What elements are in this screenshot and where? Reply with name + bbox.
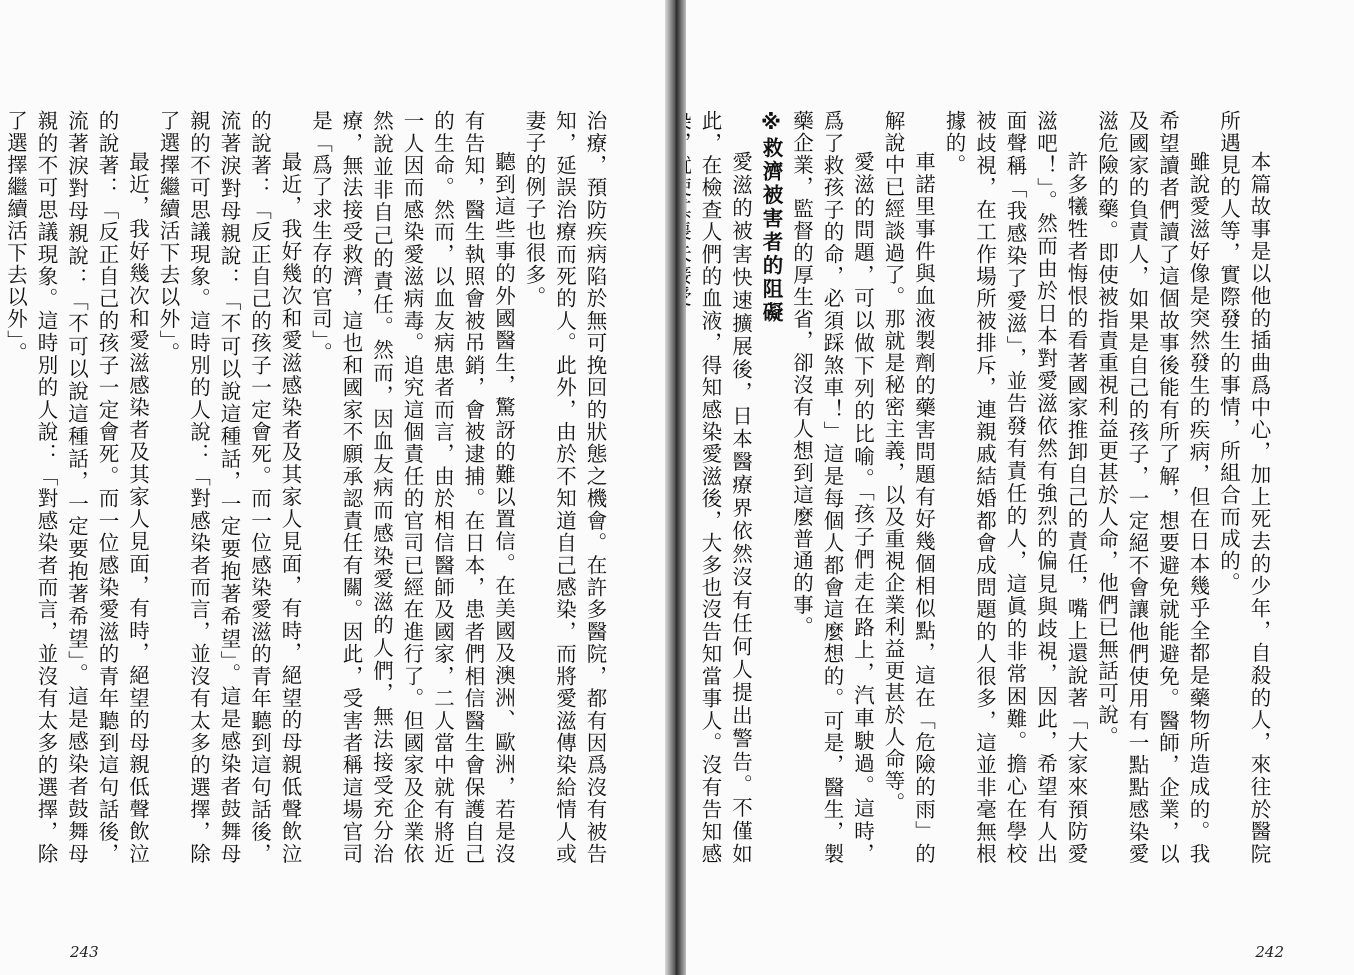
book-gutter [665,0,686,975]
paragraph: 愛滋的被害快速擴展後，日本醫療界依然沒有任何人提出警告。不僅如此，在檢查人們的血液，得知感染愛滋後，大多也沒告知當事人。沒有告知感 [698,110,753,865]
paragraph: 最近，我好幾次和愛滋感染者及其家人見面，有時，絕望的母親低聲飲泣的說著：「反正自己的孩子一定會死。而一位感染愛滋的青年聽到這句話後，流著淚對母親說：「不可以說這種話，一定要抱著希望」。這是感染者鼓舞母親的不可思議現象。這時別的人說：「對感染者而言，並沒有太多的選擇，除了選擇繼續活下去以外」。 [3,110,150,865]
paragraph: 治療，預防疾病陷於無可挽回的狀態之機會。在許多醫院，都有因爲沒有被告知，延誤治療而死的人。此外，由於不知道自己感染，而將愛滋傳染給情人或妻子的例子也很多。 [522,110,607,865]
paragraph: 許多犧牲者悔恨的看著國家推卸自己的責任，嘴上還說著「大家來預防愛滋吧！」。然而由於日本對愛滋依然有強烈的偏見與歧視，因此，希望有人出面聲稱「我感染了愛滋」，並告發有責任的人，這眞的非常困難。擔心在學校被歧視，在工作場所被排斥，連親戚結婚都會成問題的人很多，這並非毫無根據的。 [942,110,1088,865]
paragraph: 最近，我好幾次和愛滋感染者及其家人見面，有時，絕望的母親低聲飲泣的說著：「反正自己的孩子一定會死。而一位感染愛滋的青年聽到這句話後，流著淚對母親說：「不可以說這種話，一定要抱著希望」。這是感染者鼓舞母親的不可思議現象。這時別的人說：「對感染者而言，並沒有太多的選擇，除了選擇繼續活下去以外」。 [156,110,302,865]
paragraph: 雖說愛滋好像是突然發生的疾病，但在日本幾乎全都是藥物所造成的。我希望讀者們讀了這個故事後能有所了解，想要避免就能避免。醫師，企業，以及國家的負責人，如果是自己的孩子，一定絕不會讓他們使用有一點點感染愛滋危險的藥。即使被指責重視利益更甚於人命，他們已無話可說。 [1094,110,1210,865]
right-page-text [698,110,1274,865]
right-page [686,0,1354,975]
paragraph: 車諾里事件與血液製劑的藥害問題有好幾個相似點，這在「危險的雨」的解說中已經談過了。那就是秘密主義，以及重視企業利益更甚於人命等。 [881,110,936,865]
left-page [0,0,665,975]
paragraph: 聽到這些事的外國醫生，驚訝的難以置信。在美國及澳洲、歐洲，若是沒有告知，醫生執照會被吊銷，會被逮捕。在日本，患者們相信醫生會保護自己的生命。然而，以血友病患者而言，由於相信醫師及國家，二人當中就有將近一人因而感染愛滋病毒。追究這個責任的官司已經在進行了。但國家及企業依然說並非自己的責任。然而，因血友病而感染愛滋的人們，無法接受充分治療，無法接受救濟，這也和國家不願承認責任有關。因此，受害者稱這場官司是「爲了求生存的官司」。 [308,110,516,865]
page-number: 243 [70,943,99,961]
paragraph: 本篇故事是以他的插曲爲中心，加上死去的少年，自殺的人，來往於醫院所遇見的人等，實際發生的事情，所組合而成的。 [1216,110,1271,865]
left-page-text [3,110,610,865]
section-heading: ※救濟被害者的阻礙 [759,110,783,325]
page-number: 242 [1255,943,1284,961]
paragraph: 愛滋的問題，可以做下列的比喻。「孩子們走在路上，汽車駛過。這時，爲了救孩子的命，必須踩煞車！」這是每個人都會這麼想的。可是，醫生，製藥企業，監督的厚生省，卻沒有人想到這麼普通的事。 [789,110,875,865]
